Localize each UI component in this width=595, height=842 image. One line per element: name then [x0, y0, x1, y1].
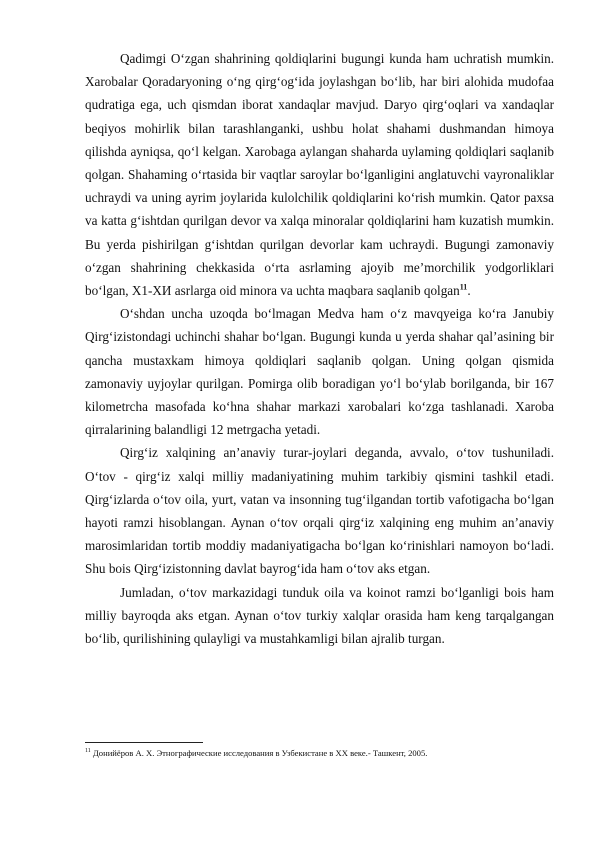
document-body	[85, 47, 554, 650]
footnote-text: Донийёров А. Х. Этнографические исследования в Узбекистане в XX веке.- Ташкент, 2005.	[90, 748, 428, 758]
footnote-reference[interactable]: 11	[459, 282, 468, 292]
paragraph-2: O‘shdan uncha uzoqda bo‘lmagan Medva ham o‘z mavqyeiga ko‘ra Janubiy Qirg‘izistondagi uchinchi shahar bo‘lgan. Bugungi kunda u yerda shahar qal’asining bir qancha mustaxkam himoya qoldiqlari saqlanib qolgan. Uning qolgan qismida zamonaviy uyjoylar qurilgan. Pomirga olib boradigan yo‘l bo‘ylab borilganda, bir 167 kilometrcha masofada ko‘hna shahar markazi xarobalari ko‘zga tashlanadi. Xaroba qirralarining balandligi 12 metrgacha yetadi.	[85, 306, 554, 438]
footnote-separator	[85, 742, 203, 743]
paragraph-1	[85, 47, 554, 302]
paragraph-1-text: Qadimgi O‘zgan shahrining qoldiqlarini bugungi kunda ham uchratish mumkin. Xarobalar Qoradaryoning o‘ng qirg‘og‘ida joylashgan bo‘lib, har biri alohida mudofaa qudratiga ega, uch qismdan iborat xandaqlar mavjud. Daryo qirg‘oqlari va xandaqlar beqiyos mohirlik bilan tarashlanganki, ushbu holat shahami dushmandan himoya qilishda ayniqsa, qo‘l kelgan. Xarobaga aylangan shaharda uylaming qoldiqlari saqlanib qolgan. Shahaming o‘rtasida bir vaqtlar saroylar bo‘lganligini anglatuvchi vayronaliklar uchraydi va uning ayrim joylarida kulolchilik qoldiqlarini ko‘rish mumkin. Qator paxsa va katta g‘ishtdan qurilgan devor va xalqa minoralar qoldiqlarini ham kuzatish mumkin. Bu yerda pishirilgan g‘ishtdan qurilgan devorlar kam uchraydi. Bugungi zamonaviy o‘zgan shahrining chekkasida o‘rta asrlaming ajoyib me’morchilik yodgorliklari bo‘lgan, X1-XИ asrlarga oid minora va uchta maqbara saqlanib qolgan	[85, 51, 554, 299]
footnote	[85, 747, 554, 759]
paragraph-1-end: .	[467, 283, 471, 299]
paragraph-3: Qirg‘iz xalqining an’anaviy turar-joylari deganda, avvalo, o‘tov tushuniladi. O‘tov - qirg‘iz xalqi milliy madaniyatining muhim tarkibiy qismini tashkil etadi. Qirg‘izlarda o‘tov oila, yurt, vatan va insonning tug‘ilgandan tortib vafotigacha bo‘lgan hayoti ramzi hisoblangan. Aynan o‘tov orqali qirg‘iz xalqining eng muhim an’anaviy marosimlaridan tortib moddiy madaniyatigacha bo‘lgan ko‘rinishlari namoyon bo‘ladi. Shu bois Qirg‘izistonning davlat bayrog‘ida ham o‘tov aks etgan.	[85, 445, 554, 577]
footnote-number: 11	[85, 748, 91, 755]
paragraph-4: Jumladan, o‘tov markazidagi tunduk oila va koinot ramzi bo‘lganligi bois ham milliy bayroqda aks etgan. Aynan o‘tov turkiy xalqlar orasida ham keng tarqalgangan bo‘lib, qurilishining qulayligi va mustahkamligi bilan ajralib turgan.	[85, 584, 554, 647]
